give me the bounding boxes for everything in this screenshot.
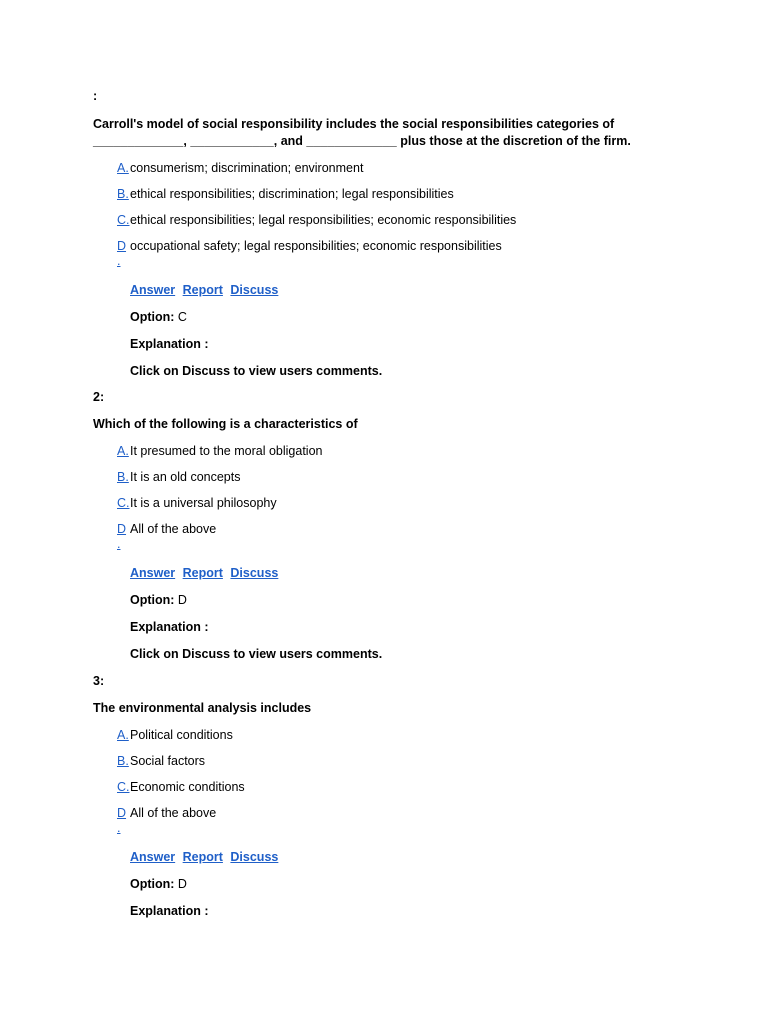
option-letter-link[interactable]: A. xyxy=(117,444,129,458)
explanation-label: Explanation : xyxy=(130,904,209,918)
option-a[interactable] xyxy=(117,160,693,186)
report-link[interactable]: Report xyxy=(182,850,223,864)
question-1 xyxy=(93,88,693,390)
option-b[interactable] xyxy=(117,753,693,779)
option-letter-dot[interactable]: . xyxy=(117,821,121,835)
option-letter-link[interactable]: A. xyxy=(117,161,129,175)
option-list xyxy=(117,160,693,282)
option-list xyxy=(117,443,693,565)
option-list xyxy=(117,727,693,849)
option-letter-dot[interactable]: . xyxy=(117,537,121,551)
discuss-link[interactable]: Discuss xyxy=(230,566,279,580)
option-text: It is an old concepts xyxy=(130,470,241,484)
option-text: ethical responsibilities; discrimination; legal responsibilities xyxy=(130,187,454,201)
option-letter-link[interactable]: A. xyxy=(117,728,129,742)
option-letter-link[interactable]: C. xyxy=(117,496,130,510)
option-letter-link[interactable]: D xyxy=(117,806,127,820)
option-letter-link[interactable]: C. xyxy=(117,780,130,794)
action-links xyxy=(130,282,693,309)
question-number: 2: xyxy=(93,390,105,404)
question-text: Carroll's model of social responsibility includes the social responsibilities categories of _____________, ____________, and _____________ plus those at the discretion of the firm. xyxy=(93,117,631,148)
answer-link[interactable]: Answer xyxy=(130,566,176,580)
question-number: : xyxy=(93,89,98,103)
question-3 xyxy=(93,673,693,930)
report-link[interactable]: Report xyxy=(182,283,223,297)
option-label: Option: xyxy=(130,310,175,324)
comments-text: Click on Discuss to view users comments. xyxy=(130,364,383,378)
question-number: 3: xyxy=(93,674,105,688)
option-d[interactable] xyxy=(117,805,693,849)
option-b[interactable] xyxy=(117,469,693,495)
option-a[interactable] xyxy=(117,443,693,469)
action-links xyxy=(130,849,693,876)
option-text: Social factors xyxy=(130,754,206,768)
explanation-label: Explanation : xyxy=(130,337,209,351)
option-b[interactable] xyxy=(117,186,693,212)
option-letter-link[interactable]: B. xyxy=(117,470,129,484)
option-letter-link[interactable]: C. xyxy=(117,213,130,227)
option-answer-line xyxy=(130,309,693,336)
option-value: C xyxy=(177,310,187,324)
action-links xyxy=(130,565,693,592)
option-text: ethical responsibilities; legal responsibilities; economic responsibilities xyxy=(130,213,517,227)
option-text: All of the above xyxy=(130,522,217,536)
answer-link[interactable]: Answer xyxy=(130,850,176,864)
option-value: D xyxy=(177,877,187,891)
explanation-label: Explanation : xyxy=(130,620,209,634)
option-text: All of the above xyxy=(130,806,217,820)
option-letter-dot[interactable]: . xyxy=(117,254,121,268)
answer-link[interactable]: Answer xyxy=(130,283,176,297)
discuss-link[interactable]: Discuss xyxy=(230,283,279,297)
option-text: It presumed to the moral obligation xyxy=(130,444,323,458)
option-d[interactable] xyxy=(117,238,693,282)
option-label: Option: xyxy=(130,593,175,607)
option-text: Political conditions xyxy=(130,728,233,742)
question-2 xyxy=(93,389,693,673)
report-link[interactable]: Report xyxy=(182,566,223,580)
question-text: The environmental analysis includes xyxy=(93,701,312,715)
option-letter-link[interactable]: D xyxy=(117,239,127,253)
option-c[interactable] xyxy=(117,495,693,521)
option-d[interactable] xyxy=(117,521,693,565)
option-value: D xyxy=(177,593,187,607)
option-label: Option: xyxy=(130,877,175,891)
discuss-link[interactable]: Discuss xyxy=(230,850,279,864)
comments-text: Click on Discuss to view users comments. xyxy=(130,647,383,661)
option-a[interactable] xyxy=(117,727,693,753)
option-c[interactable] xyxy=(117,212,693,238)
option-text: Economic conditions xyxy=(130,780,245,794)
option-letter-link[interactable]: D xyxy=(117,522,127,536)
option-text: It is a universal philosophy xyxy=(130,496,277,510)
option-answer-line xyxy=(130,876,693,903)
option-c[interactable] xyxy=(117,779,693,805)
option-text: consumerism; discrimination; environment xyxy=(130,161,364,175)
option-answer-line xyxy=(130,592,693,619)
question-text: Which of the following is a characteristics of xyxy=(93,417,358,431)
option-text: occupational safety; legal responsibilities; economic responsibilities xyxy=(130,239,502,253)
option-letter-link[interactable]: B. xyxy=(117,187,129,201)
option-letter-link[interactable]: B. xyxy=(117,754,129,768)
